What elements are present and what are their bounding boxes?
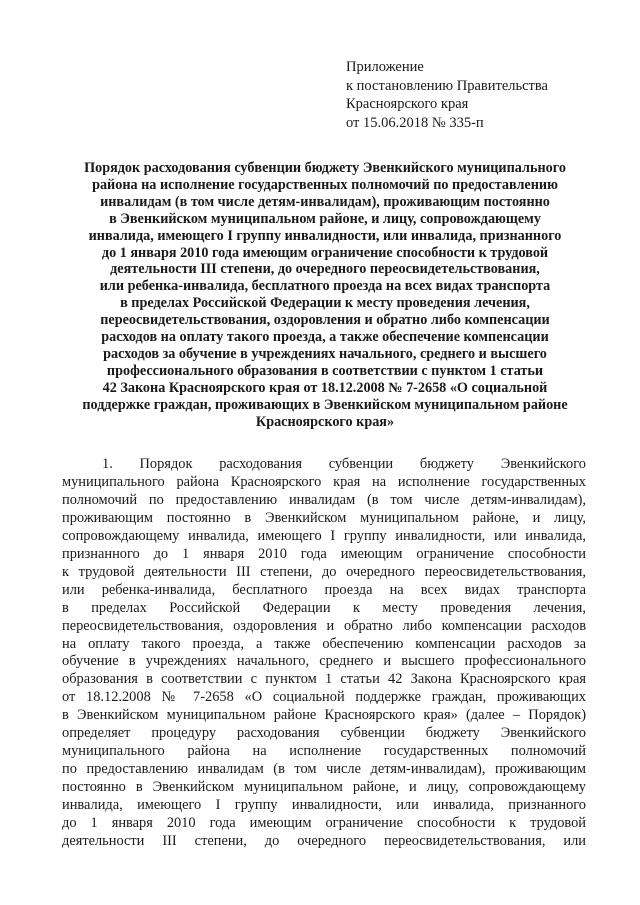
title-line: расходов на оплату такого проезда, а также обеспечение компенсации [101,329,549,346]
body-line: полномочий по предоставлению инвалидам (в том числе детям-инвалидам), [62,491,586,508]
document-title [60,160,590,431]
title-line: Красноярского края» [255,413,395,430]
body-line: в пределах Российской Федерации к месту проведения лечения, [62,599,586,616]
appendix-line: Красноярского края [346,96,469,112]
body-line: в Эвенкийском муниципальном районе Красноярского края» (далее – Порядок) [62,707,586,724]
body-line: сопровождающему инвалида, имеющего I группу инвалидности, или инвалида, [62,527,586,544]
body-line: от 18.12.2008 № 7-2658 «О социальной поддержке граждан, проживающих [62,689,586,706]
title-line: 42 Закона Красноярского края от 18.12.2008 № 7-2658 «О социальной [102,379,548,396]
body-line: признанного до 1 января 2010 года имеющим ограничение способности [62,545,586,562]
body-line: определяет процедуру расходования субвенции бюджету Эвенкийского [62,725,586,742]
appendix-line: к постановлению Правительства [346,77,548,94]
title-line: профессионального образования в соответствии с пунктом 1 статьи [106,362,544,379]
title-line: инвалидам (в том числе детям-инвалидам), проживающим постоянно [100,193,550,210]
title-line: поддержке граждан, проживающих в Эвенкийском муниципальном районе [82,396,568,413]
title-line: района на исполнение государственных полномочий по предоставлению [92,176,558,193]
body-line: деятельности III степени, до очередного переосвидетельствования, или [62,833,586,850]
title-line: в пределах Российской Федерации к месту проведения лечения, [120,295,530,312]
body-line: 1. Порядок расходования субвенции бюджету Эвенкийского [102,456,586,472]
title-line: в Эвенкийском муниципальном районе, и лицу, сопровождающему [109,210,541,227]
title-line: переосвидетельствования, оздоровления и обратно либо компенсации [100,312,550,329]
body-line: до 1 января 2010 года имеющим ограничение способности к трудовой [62,815,586,832]
body-line: муниципального района Красноярского края на исполнение государственных [62,473,586,490]
body-line: обучение в учреждениях начального, среднего и высшего профессионального [62,653,586,670]
appendix-header [346,58,616,132]
appendix-line: Приложение [346,59,424,75]
body-line: или ребенка-инвалида, бесплатного проезда на всех видах транспорта [62,581,586,598]
body-line: постоянно в Эвенкийском муниципальном районе, и лицу, сопровождающему [62,779,586,796]
appendix-line: от 15.06.2018 № 335-п [346,114,484,131]
body-line: к трудовой деятельности III степени, до очередного переосвидетельствования, [62,563,586,580]
title-line: деятельности III степени, до очередного переосвидетельствования, [110,261,540,278]
title-line: инвалида, имеющего I группу инвалидности, или инвалида, признанного [88,227,562,244]
body-line: образования в соответствии с пунктом 1 статьи 42 Закона Красноярского края [62,671,586,688]
title-line: или ребенка-инвалида, бесплатного проезда на всех видах транспорта [99,278,551,295]
title-line: до 1 января 2010 года имеющим ограничение способности к трудовой [101,244,549,261]
body-line: проживающим постоянно в Эвенкийском муниципальном районе, и лицу, [62,509,586,526]
title-line: расходов за обучение в учреждениях начального, среднего и высшего [103,345,547,362]
body-line: инвалида, имеющего I группу инвалидности, или инвалида, признанного [62,797,586,814]
body-line: муниципального района на исполнение государственных полномочий [62,743,586,760]
body-line: переосвидетельствования, оздоровления и обратно либо компенсации расходов [62,617,586,634]
body-line: по предоставлению инвалидам (в том числе детям-инвалидам), проживающим [62,761,586,778]
body-line: на оплату такого проезда, а также обеспечению компенсации расходов за [62,635,586,652]
title-line: Порядок расходования субвенции бюджету Эвенкийского муниципального [84,160,566,176]
paragraph-1 [62,456,586,851]
